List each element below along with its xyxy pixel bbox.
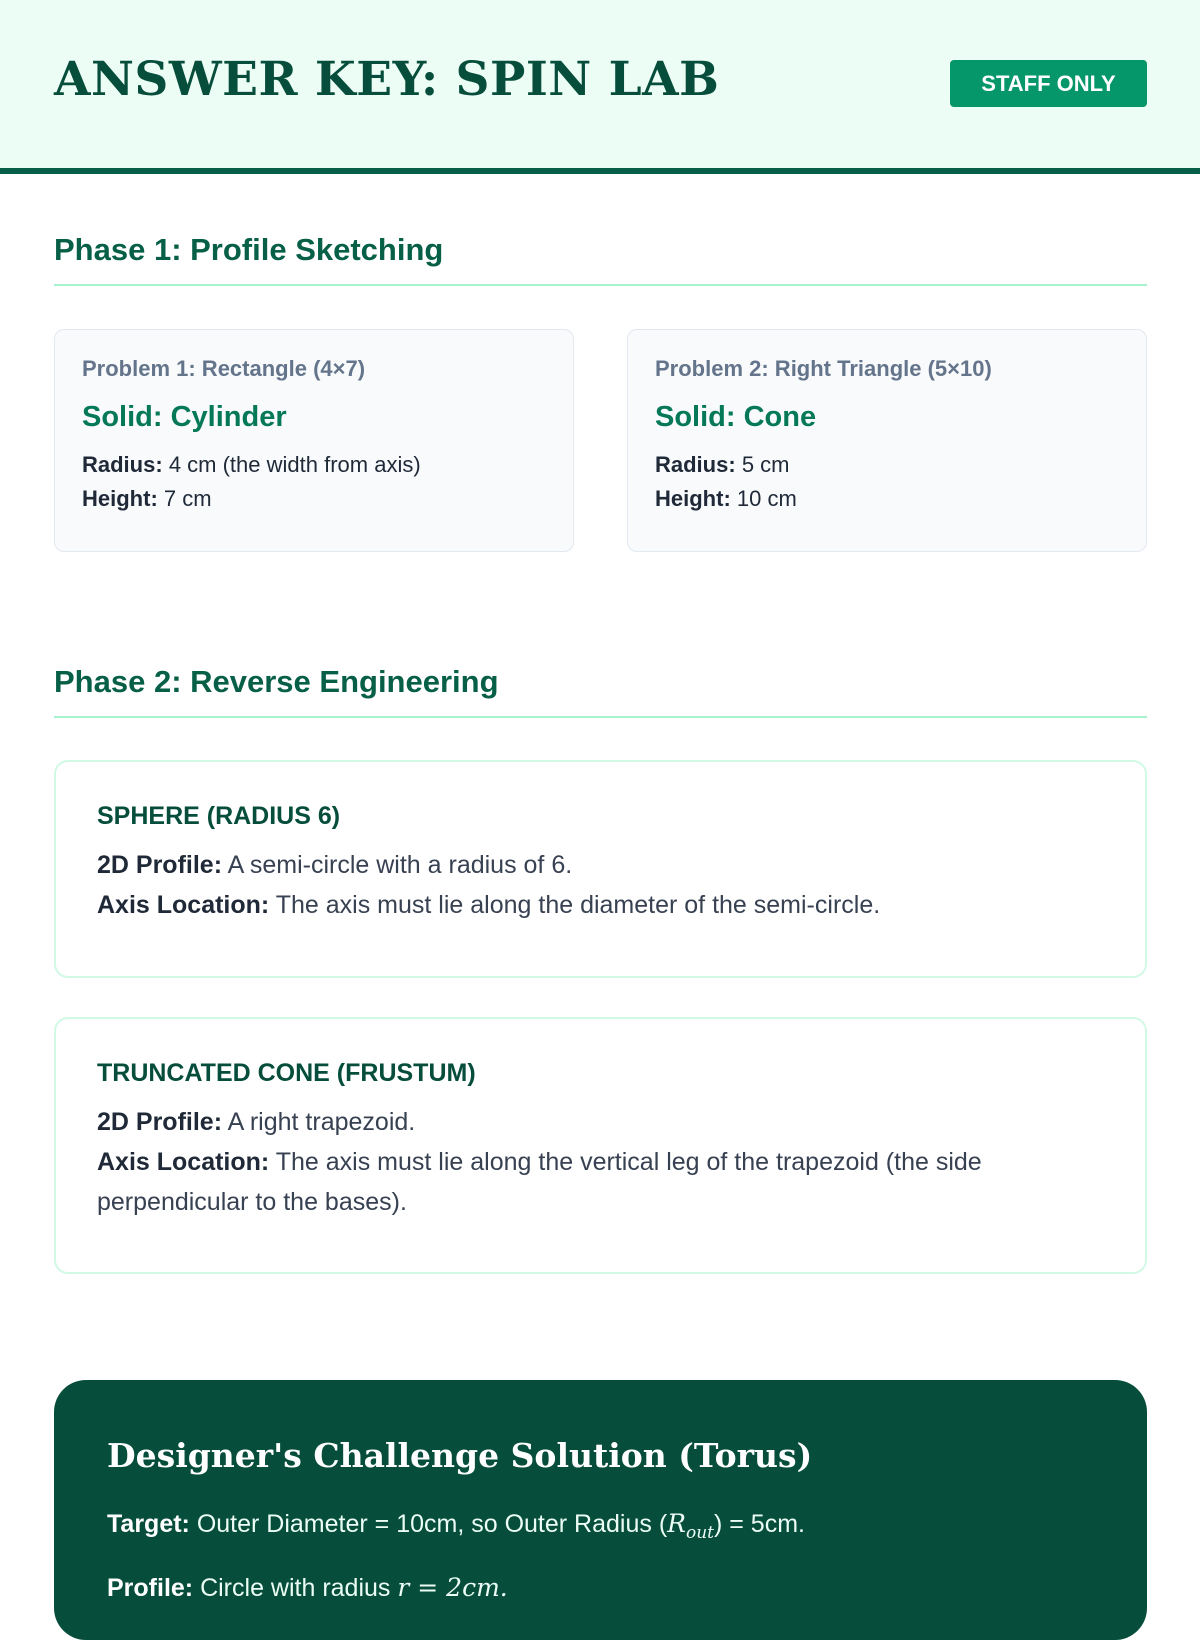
dimensions (655, 448, 1119, 516)
profile-line: Profile: Circle with radius r = 2cm. (107, 1573, 508, 1602)
reverse-card-frustum (54, 1017, 1147, 1274)
solid-title: SPHERE (RADIUS 6) (97, 802, 341, 830)
height-line: Height: 7 cm (82, 486, 212, 511)
problem-label: Problem 2: Right Triangle (5×10) (655, 356, 992, 381)
phase2-title: Phase 2: Reverse Engineering (54, 664, 1147, 718)
axis-line: Axis Location: The axis must lie along the diameter of the semi-circle. (97, 891, 881, 919)
challenge-solution-box (54, 1380, 1147, 1640)
dimensions (82, 448, 546, 516)
profile-line: 2D Profile: A semi-circle with a radius of 6. (97, 851, 573, 879)
height-line: Height: 10 cm (655, 486, 797, 511)
solid-label: Solid: Cylinder (82, 401, 287, 433)
axis-line: Axis Location: The axis must lie along the vertical leg of the trapezoid (the side perpendicular to the bases). (97, 1148, 982, 1216)
solid-label: Solid: Cone (655, 401, 817, 433)
target-line: Target: Outer Diameter = 10cm, so Outer Radius $(R_{out}) = 5cm$. (107, 1509, 805, 1543)
header (0, 0, 1200, 174)
phase1-title: Phase 1: Profile Sketching (54, 232, 1147, 286)
radius-line: Radius: 4 cm (the width from axis) (82, 452, 421, 477)
problem-card-1 (54, 329, 574, 552)
challenge-title: Designer's Challenge Solution (Torus) (107, 1436, 813, 1475)
problem-card-2 (627, 329, 1147, 552)
profile-line: 2D Profile: A right trapezoid. (97, 1108, 416, 1136)
solid-title: TRUNCATED CONE (FRUSTUM) (97, 1059, 476, 1087)
staff-only-badge: STAFF ONLY (950, 60, 1147, 107)
page-title: ANSWER KEY: SPIN LAB (54, 52, 720, 107)
reverse-card-sphere (54, 760, 1147, 978)
outer-radius-symbol: $R_{out}$ (667, 1509, 714, 1543)
radius-line: Radius: 5 cm (655, 452, 790, 477)
problem-label: Problem 1: Rectangle (4×7) (82, 356, 366, 381)
